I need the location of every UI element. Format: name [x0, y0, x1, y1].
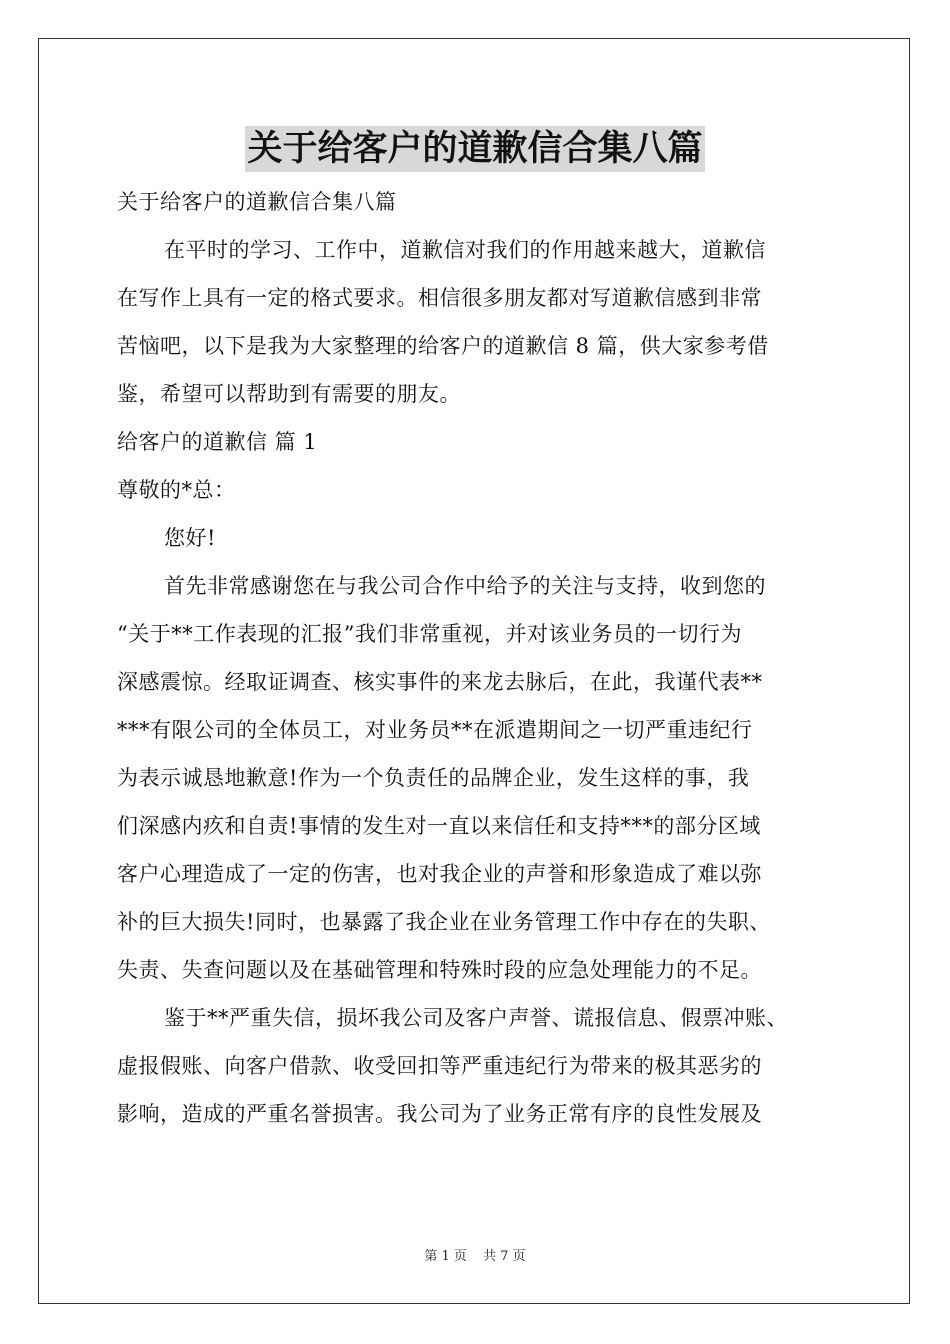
greeting: 您好!: [164, 526, 216, 550]
section-heading: 给客户的道歉信 篇 1: [117, 430, 318, 454]
page-number: 第 1 页: [424, 1249, 467, 1264]
paragraph-line: 深感震惊。经取证调查、核实事件的来龙去脉后，在此，我谨代表**: [117, 670, 763, 694]
paragraph-line: 鉴，希望可以帮助到有需要的朋友。: [117, 382, 461, 406]
document-body: [117, 178, 857, 1138]
paragraph-line: 在写作上具有一定的格式要求。相信很多朋友都对写道歉信感到非常: [117, 286, 762, 310]
paragraph-line: 客户心理造成了一定的伤害，也对我企业的声誉和形象造成了难以弥: [117, 862, 762, 886]
page-footer: [0, 1245, 950, 1264]
paragraph-line: 苦恼吧，以下是我为大家整理的给客户的道歉信 8 篇，供大家参考借: [117, 334, 769, 358]
paragraph-line: 补的巨大损失!同时，也暴露了我企业在业务管理工作中存在的失职、: [117, 910, 771, 934]
paragraph-line: 虚报假账、向客户借款、收受回扣等严重违纪行为带来的极其恶劣的: [117, 1054, 762, 1078]
paragraph-line: 影响，造成的严重名誉损害。我公司为了业务正常有序的良性发展及: [117, 1102, 762, 1126]
paragraph-line: 首先非常感谢您在与我公司合作中给予的关注与支持，收到您的: [164, 574, 766, 598]
paragraph-line: 鉴于**严重失信，损坏我公司及客户声誉、谎报信息、假票冲账、: [164, 1006, 788, 1030]
paragraph-line: ***有限公司的全体员工，对业务员**在派遣期间之一切严重违纪行: [117, 718, 753, 742]
document-title: 关于给客户的道歉信合集八篇: [245, 126, 704, 172]
salutation: 尊敬的*总：: [117, 478, 236, 502]
paragraph-line: 为表示诚恳地歉意!作为一个负责任的品牌企业，发生这样的事，我: [117, 766, 750, 790]
title-wrap: [0, 126, 950, 172]
paragraph-line: 在平时的学习、工作中，道歉信对我们的作用越来越大，道歉信: [164, 238, 766, 262]
paragraph-line: “关于**工作表现的汇报”我们非常重视，并对该业务员的一切行为: [117, 622, 742, 646]
page-total: 共 7 页: [483, 1249, 526, 1264]
paragraph-line: 们深感内疚和自责!事情的发生对一直以来信任和支持***的部分区域: [117, 814, 761, 838]
subtitle-line: 关于给客户的道歉信合集八篇: [117, 190, 397, 214]
paragraph-line: 失责、失查问题以及在基础管理和特殊时段的应急处理能力的不足。: [117, 958, 762, 982]
